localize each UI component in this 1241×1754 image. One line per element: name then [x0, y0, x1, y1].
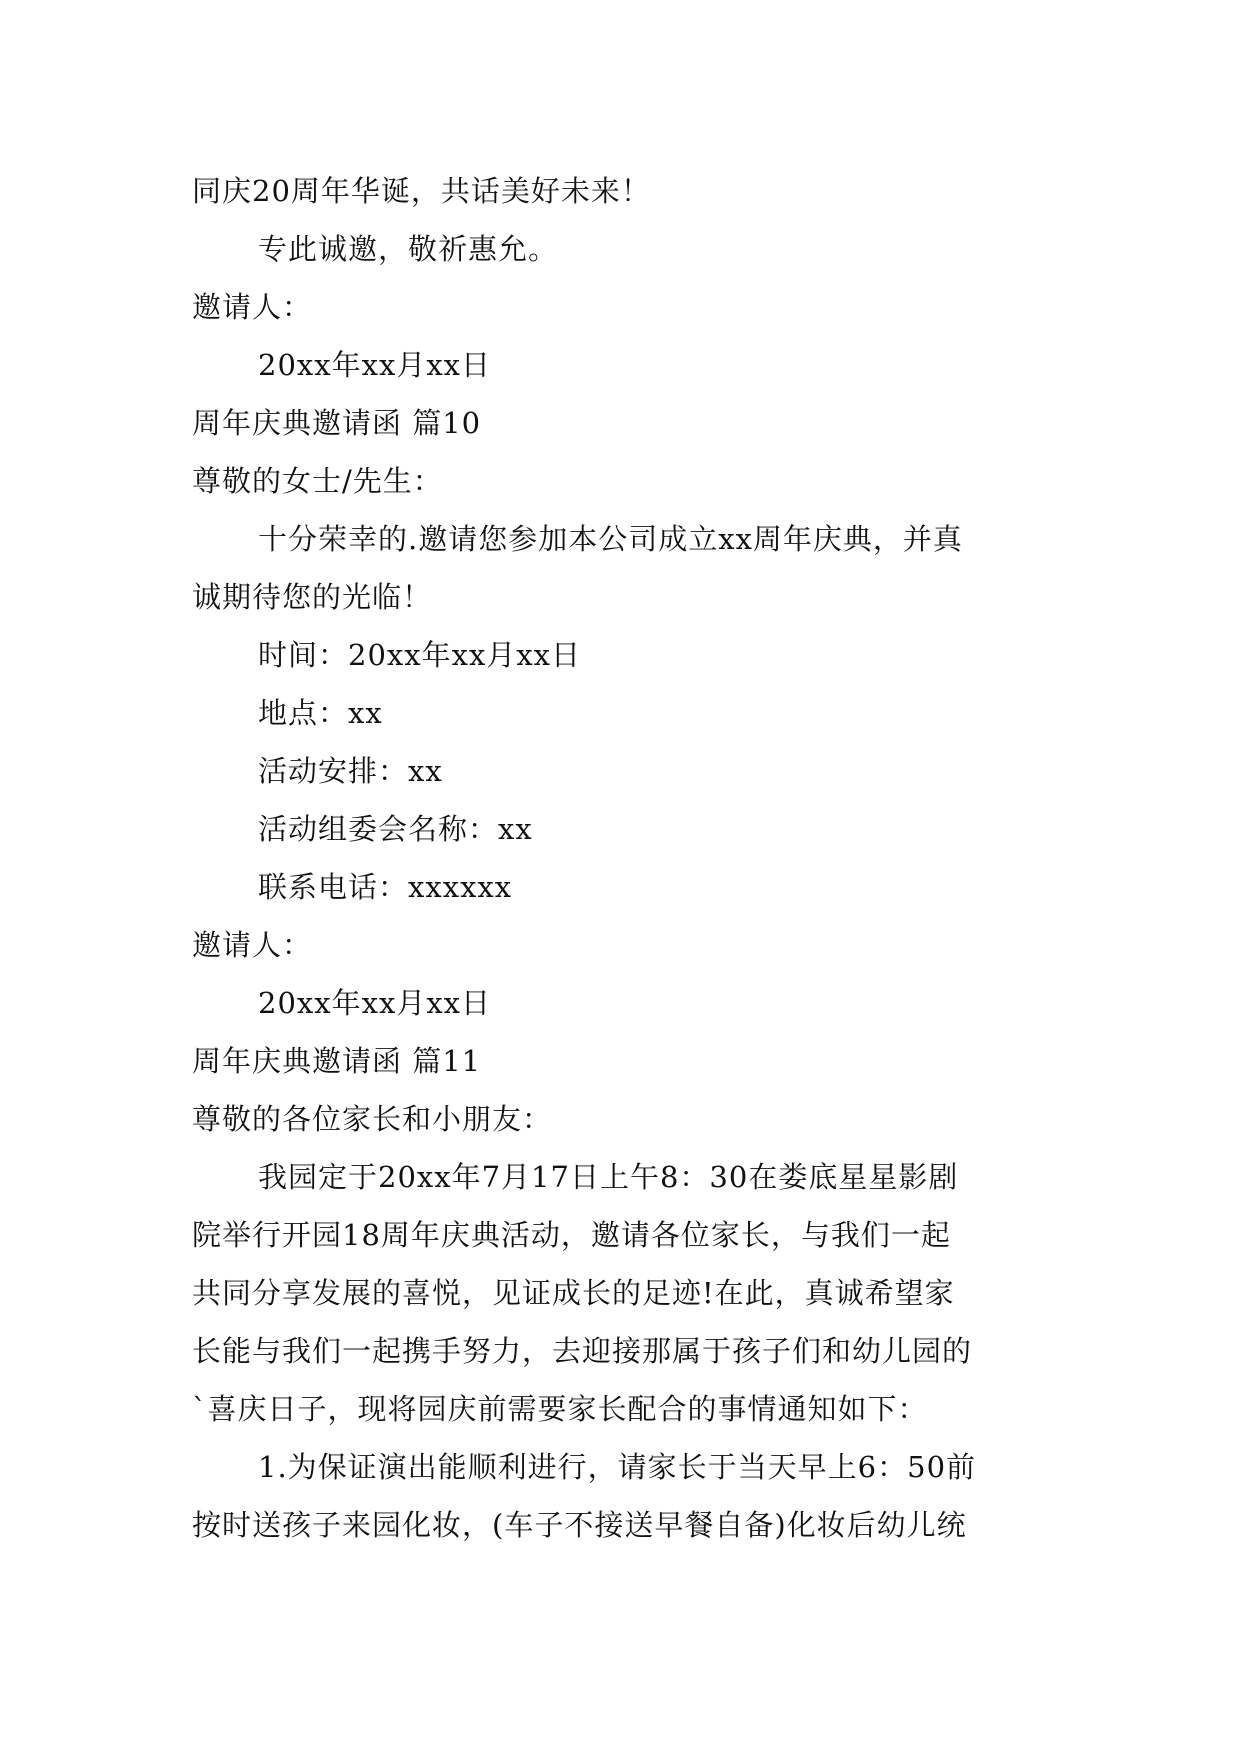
text-line: 诚期待您的光临！: [192, 580, 433, 614]
text-line: 同庆20周年华诞，共话美好未来！: [192, 174, 651, 208]
text-line: 长能与我们一起携手努力，去迎接那属于孩子们和幼儿园的: [192, 1334, 973, 1368]
section-heading: 周年庆典邀请函 篇10: [192, 406, 482, 440]
salutation: 尊敬的女士/先生：: [192, 464, 443, 498]
text-line: 我园定于20xx年7月17日上午8：30在娄底星星影剧: [258, 1160, 959, 1194]
organizer-line: 活动组委会名称：xx: [258, 812, 533, 846]
document-body: [192, 162, 1054, 1554]
text-line: 院举行开园18周年庆典活动，邀请各位家长，与我们一起: [192, 1218, 951, 1252]
text-line: 专此诚邀，敬祈惠允。: [258, 232, 559, 266]
time-line: 时间：20xx年xx月xx日: [258, 638, 582, 672]
text-line: `喜庆日子，现将园庆前需要家长配合的事情通知如下：: [192, 1392, 928, 1426]
date-line: 20xx年xx月xx日: [258, 986, 492, 1020]
section-heading: 周年庆典邀请函 篇11: [192, 1044, 482, 1078]
inviter-label: 邀请人：: [192, 928, 313, 962]
date-line: 20xx年xx月xx日: [258, 348, 492, 382]
schedule-line: 活动安排：xx: [258, 754, 443, 788]
inviter-label: 邀请人：: [192, 290, 313, 324]
location-line: 地点：xx: [258, 696, 383, 730]
phone-line: 联系电话：xxxxxx: [258, 870, 513, 904]
salutation: 尊敬的各位家长和小朋友：: [192, 1102, 553, 1136]
text-line: 共同分享发展的喜悦，见证成长的足迹!在此，真诚希望家: [192, 1276, 955, 1310]
text-line: 按时送孩子来园化妆，(车子不接送早餐自备)化妆后幼儿统: [192, 1508, 967, 1542]
text-line: 1.为保证演出能顺利进行，请家长于当天早上6：50前: [258, 1450, 977, 1484]
text-line: 十分荣幸的.邀请您参加本公司成立xx周年庆典，并真: [258, 522, 963, 556]
